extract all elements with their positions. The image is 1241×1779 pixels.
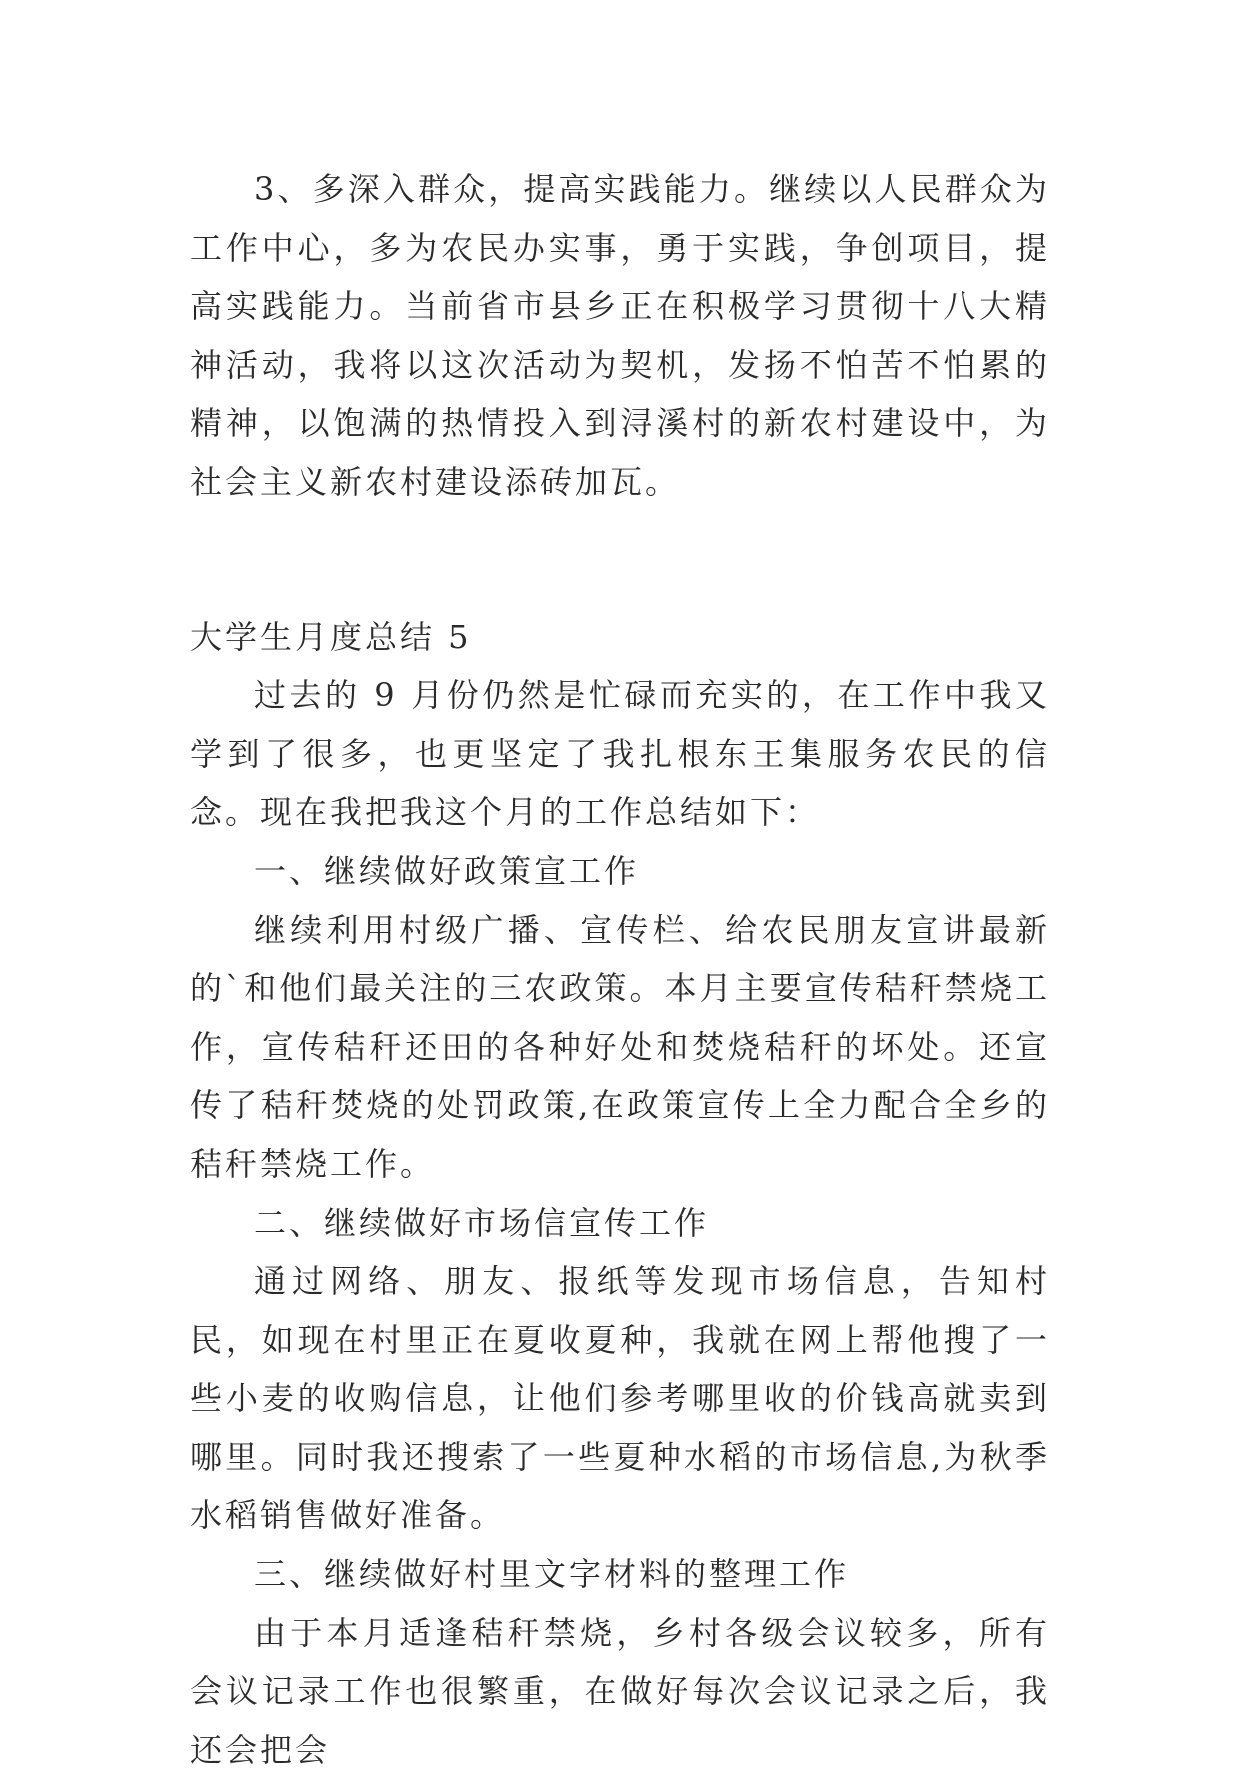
paragraph-market-info: 通过网络、朋友、报纸等发现市场信息，告知村民，如现在村里正在夏收夏种，我就在网上帮他搜了一些小麦的收购信息，让他们参考哪里收的价钱高就卖到哪里。同时我还搜索了一些夏种水稻的市场信息,为秋季水稻销售做好准备。 [190, 1262, 1050, 1535]
heading-policy-publicity: 一、继续做好政策宣工作 [254, 851, 640, 890]
document-body [190, 160, 1050, 1779]
heading-market-info: 二、继续做好市场信宣传工作 [254, 1203, 710, 1242]
paragraph-text-materials: 由于本月适逢秸秆禁烧，乡村各级会议较多，所有会议记录工作也很繁重，在做好每次会议记录之后，我还会把会 [190, 1613, 1050, 1769]
section-title: 大学生月度总结 5 [190, 617, 472, 656]
paragraph-practice-ability: 3、多深入群众，提高实践能力。继续以人民群众为工作中心，多为农民办实事，勇于实践，争创项目，提高实践能力。当前省市县乡正在积极学习贯彻十八大精神活动，我将以这次活动为契机，发扬不怕苦不怕累的精神，以饱满的热情投入到浔溪村的新农村建设中，为社会主义新农村建设添砖加瓦。 [190, 170, 1050, 501]
heading-text-materials: 三、继续做好村里文字材料的整理工作 [254, 1555, 850, 1594]
section-gap [190, 512, 1050, 608]
paragraph-intro: 过去的 9 月份仍然是忙碌而充实的，在工作中我又学到了很多，也更坚定了我扎根东王集服务农民的信念。现在我把我这个月的工作总结如下： [190, 676, 1050, 832]
paragraph-policy-publicity: 继续利用村级广播、宣传栏、给农民朋友宣讲最新的`和他们最关注的三农政策。本月主要宣传秸秆禁烧工作，宣传秸秆还田的各种好处和焚烧秸秆的坏处。还宣传了秸秆焚烧的处罚政策,在政策宣传上全力配合全乡的秸秆禁烧工作。 [190, 910, 1050, 1183]
